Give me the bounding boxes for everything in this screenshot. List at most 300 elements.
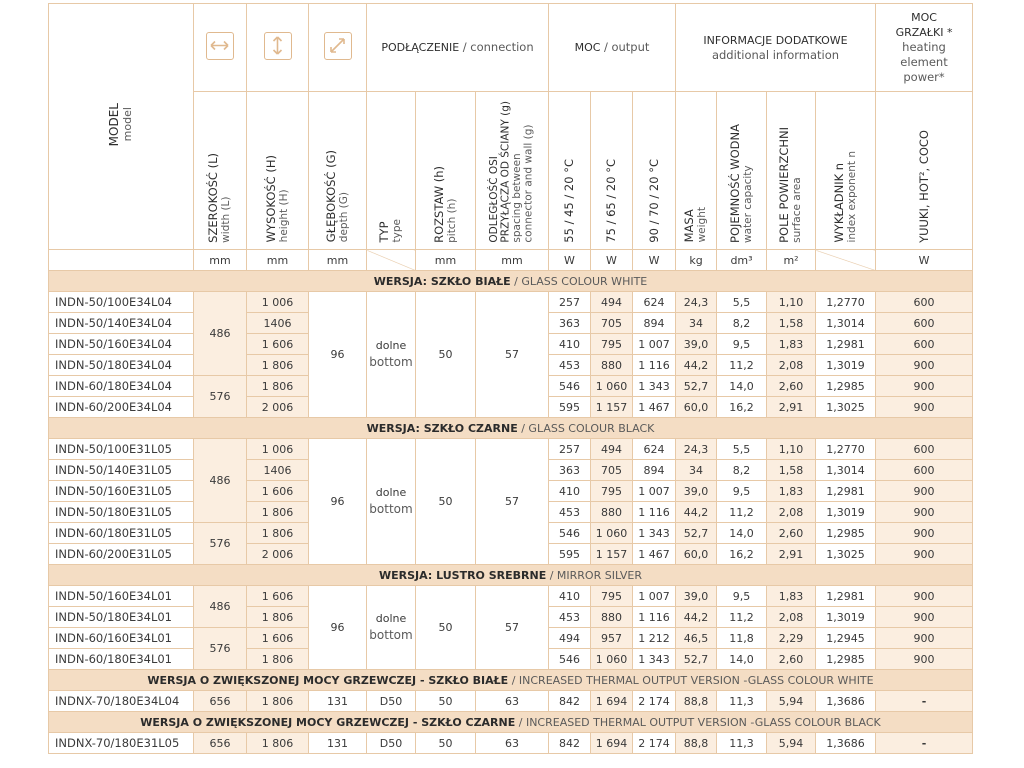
table-cell: 842 [549, 691, 591, 712]
cell-text [325, 150, 351, 242]
table-cell [367, 586, 416, 670]
table-cell: 50 [416, 586, 476, 670]
table-cell: D50 [367, 691, 416, 712]
cell-text: / INCREASED THERMAL OUTPUT VERSION -GLASS COLOUR BLACK [515, 715, 881, 729]
table-cell: 900 [876, 397, 973, 418]
cell-text: MOC [911, 11, 937, 24]
table-cell: 453 [549, 502, 591, 523]
table-cell: 1,2985 [816, 376, 876, 397]
table-cell: 52,7 [676, 376, 717, 397]
table-cell: 1 006 [247, 439, 309, 460]
table-cell: 1 806 [247, 502, 309, 523]
table-cell: 1 606 [247, 586, 309, 607]
table-cell: 57 [476, 439, 549, 565]
table-cell: 1,3019 [816, 355, 876, 376]
table-cell: 486 [194, 439, 247, 523]
table-cell: 363 [549, 313, 591, 334]
table-cell: 131 [309, 691, 367, 712]
table-cell: 1 006 [247, 292, 309, 313]
table-cell: 2,08 [767, 502, 816, 523]
table-cell: 1 116 [633, 355, 676, 376]
table-cell: 1 116 [633, 502, 676, 523]
table-cell: INDN-50/160E31L05 [49, 481, 194, 502]
table-cell: 16,2 [717, 544, 767, 565]
cell-text: ODLEGŁOŚĆ OSI [488, 156, 500, 243]
cell-text: INFORMACJE DODATKOWE [703, 33, 848, 47]
table-cell: 39,0 [676, 481, 717, 502]
table-cell: 1,83 [767, 586, 816, 607]
unit-exponent-empty [816, 250, 876, 271]
unit-water: dm³ [717, 250, 767, 271]
depth-icon-cell [309, 4, 367, 92]
table-cell: INDN-50/100E31L05 [49, 439, 194, 460]
table-cell: 60,0 [676, 544, 717, 565]
cell-text: WYKŁADNIK n [831, 162, 846, 243]
table-cell: 1,2770 [816, 292, 876, 313]
table-cell: 1 694 [591, 691, 633, 712]
radiator-spec-table [48, 3, 973, 754]
table-cell: 9,5 [717, 334, 767, 355]
table-cell: 5,5 [717, 292, 767, 313]
table-cell: INDN-60/180E34L01 [49, 649, 194, 670]
cell-text: SZEROKOŚĆ (L) [206, 152, 220, 243]
table-cell: 63 [476, 691, 549, 712]
table-row [49, 691, 973, 712]
table-cell: 11,2 [717, 607, 767, 628]
table-cell: 576 [194, 628, 247, 670]
table-cell: 494 [591, 292, 633, 313]
table-cell: 50 [416, 292, 476, 418]
cell-text: 55 / 45 / 20 °C [562, 158, 576, 243]
table-cell: 546 [549, 523, 591, 544]
table-cell: 44,2 [676, 502, 717, 523]
cell-text: / MIRROR SILVER [546, 568, 642, 582]
table-cell: 11,3 [717, 733, 767, 754]
cell-text: POLE POWIERZCHNI [777, 126, 792, 243]
cell-text: dolne [375, 612, 407, 625]
table-cell: 1,3025 [816, 397, 876, 418]
table-cell: 795 [591, 481, 633, 502]
table-cell: 1,83 [767, 481, 816, 502]
table-cell: 57 [476, 292, 549, 418]
cell-text: WERSJA O ZWIĘKSZONEJ MOCY GRZEWCZEJ - SZKŁO BIAŁE [147, 673, 509, 687]
table-cell: 410 [549, 334, 591, 355]
cell-text: surface area [791, 176, 804, 243]
table-cell: 1 806 [247, 523, 309, 544]
surface-area-header [767, 92, 816, 250]
unit-out2: W [591, 250, 633, 271]
unit-depth: mm [309, 250, 367, 271]
table-cell: 1406 [247, 313, 309, 334]
table-cell: 1406 [247, 460, 309, 481]
unit-mass: kg [676, 250, 717, 271]
table-cell: 900 [876, 586, 973, 607]
table-cell: 900 [876, 481, 973, 502]
table-cell: INDN-60/200E34L04 [49, 397, 194, 418]
cell-text: model [121, 107, 134, 143]
cell-text: bottom [369, 502, 413, 516]
cell-text: PODŁĄCZENIE [381, 41, 460, 54]
table-cell: 2 174 [633, 691, 676, 712]
table-cell: 34 [676, 313, 717, 334]
cell-text [433, 166, 459, 243]
yuuki-header [876, 92, 973, 250]
table-cell: 1 806 [247, 376, 309, 397]
cell-text: WERSJA: SZKŁO CZARNE [366, 421, 518, 435]
table-row [49, 292, 973, 313]
cell-text: MODEL [107, 103, 121, 147]
table-cell: 900 [876, 355, 973, 376]
cell-text: power* [903, 70, 945, 84]
cell-text: additional information [711, 47, 840, 62]
table-cell: 705 [591, 313, 633, 334]
table-cell: 453 [549, 355, 591, 376]
table-cell: 2 006 [247, 544, 309, 565]
cell-text: PRZYŁĄCZA OD ŚCIANY (g) [499, 100, 512, 243]
table-cell: 546 [549, 376, 591, 397]
table-cell: 705 [591, 460, 633, 481]
table-cell [367, 292, 416, 418]
table-cell: 453 [549, 607, 591, 628]
table-cell: 595 [549, 544, 591, 565]
table-cell: 1 606 [247, 334, 309, 355]
unit-width: mm [194, 250, 247, 271]
table-cell: 131 [309, 733, 367, 754]
table-cell: 39,0 [676, 586, 717, 607]
table-cell: 1,3025 [816, 544, 876, 565]
table-cell: 1 157 [591, 544, 633, 565]
table-cell: 14,0 [717, 649, 767, 670]
cell-text: / GLASS COLOUR BLACK [517, 421, 655, 435]
heating-power-header [876, 4, 973, 92]
table-cell: 52,7 [676, 523, 717, 544]
cell-text: type [391, 219, 403, 243]
table-cell: 880 [591, 607, 633, 628]
table-cell: 1 343 [633, 376, 676, 397]
table-cell: 363 [549, 460, 591, 481]
table-cell: 576 [194, 523, 247, 565]
cell-text: TYP [377, 221, 391, 243]
cell-text: WERSJA O ZWIĘKSZONEJ MOCY GRZEWCZEJ - SZKŁO CZARNE [140, 715, 516, 729]
cell-text: / connection [462, 40, 534, 54]
table-cell: 1,10 [767, 292, 816, 313]
cell-text [729, 124, 755, 243]
table-cell: 600 [876, 313, 973, 334]
table-cell: 1,2985 [816, 649, 876, 670]
table-cell: 486 [194, 586, 247, 628]
cell-text: 75 / 65 / 20 °C [604, 158, 618, 243]
table-cell: 1,2985 [816, 523, 876, 544]
table-cell: 1 007 [633, 481, 676, 502]
table-cell: 14,0 [717, 376, 767, 397]
unit-spacing: mm [476, 250, 549, 271]
table-cell: 624 [633, 292, 676, 313]
table-cell: 44,2 [676, 607, 717, 628]
cell-text [489, 101, 535, 243]
table-cell: 894 [633, 313, 676, 334]
cell-text: YUUKI, HOT², COCO [916, 129, 931, 243]
unit-out3: W [633, 250, 676, 271]
table-cell: 96 [309, 586, 367, 670]
output-75-header [591, 92, 633, 250]
table-cell: 11,2 [717, 502, 767, 523]
table-cell: 24,3 [676, 439, 717, 460]
table-cell: 2,60 [767, 649, 816, 670]
water-capacity-header [717, 92, 767, 250]
table-cell: 900 [876, 502, 973, 523]
table-cell: INDN-50/100E34L04 [49, 292, 194, 313]
table-cell: - [876, 733, 973, 754]
table-cell: 1 467 [633, 544, 676, 565]
table-cell [49, 418, 973, 439]
cell-text: weight [696, 207, 709, 243]
table-cell [49, 670, 973, 691]
table-cell: INDN-50/180E34L01 [49, 607, 194, 628]
table-cell: 1 060 [591, 649, 633, 670]
cell-text [833, 151, 859, 243]
cell-text: WERSJA: SZKŁO BIAŁE [373, 274, 511, 288]
table-cell: 11,8 [717, 628, 767, 649]
table-cell: 624 [633, 439, 676, 460]
spacing-header [476, 92, 549, 250]
cell-text: / output [603, 40, 650, 54]
unit-surface: m² [767, 250, 816, 271]
cell-text: spacing between [511, 153, 523, 243]
cell-text: WERSJA: LUSTRO SREBRNE [379, 568, 547, 582]
table-cell: 50 [416, 439, 476, 565]
table-cell: 2,08 [767, 355, 816, 376]
type-header [367, 92, 416, 250]
table-cell: 1,58 [767, 460, 816, 481]
table-cell: 1,3019 [816, 502, 876, 523]
cell-text [378, 219, 404, 242]
unit-model [49, 250, 194, 271]
table-cell: 8,2 [717, 313, 767, 334]
table-cell: INDN-60/180E31L05 [49, 523, 194, 544]
table-cell: INDN-50/160E34L04 [49, 334, 194, 355]
table-cell: 50 [416, 691, 476, 712]
table-cell: 2,60 [767, 376, 816, 397]
table-cell: 1 007 [633, 334, 676, 355]
table-cell: 795 [591, 334, 633, 355]
table-cell [367, 439, 416, 565]
table-cell: 57 [476, 586, 549, 670]
height-header [247, 92, 309, 250]
table-cell: 1 467 [633, 397, 676, 418]
section-increased-black [49, 712, 973, 733]
table-cell: INDN-60/180E34L04 [49, 376, 194, 397]
cell-text [107, 103, 135, 146]
depth-header [309, 92, 367, 250]
table-row [49, 733, 973, 754]
mass-header [676, 92, 717, 250]
table-cell: INDN-50/180E31L05 [49, 502, 194, 523]
vertical-arrows-icon [264, 32, 292, 60]
cell-text: width (L) [220, 196, 232, 243]
table-cell: 257 [549, 292, 591, 313]
cell-text: / GLASS COLOUR WHITE [510, 274, 648, 288]
table-cell: 595 [549, 397, 591, 418]
table-cell: 1 343 [633, 649, 676, 670]
table-cell: 5,5 [717, 439, 767, 460]
table-cell: 410 [549, 586, 591, 607]
cell-text: / INCREASED THERMAL OUTPUT VERSION -GLASS COLOUR WHITE [508, 673, 874, 687]
table-cell: 795 [591, 586, 633, 607]
table-cell: 600 [876, 439, 973, 460]
cell-text: height (H) [277, 189, 290, 243]
table-cell: - [876, 691, 973, 712]
table-cell: INDN-50/140E34L04 [49, 313, 194, 334]
table-cell: 546 [549, 649, 591, 670]
table-cell: 5,94 [767, 733, 816, 754]
cell-text: pitch (h) [445, 198, 458, 243]
cell-text: POJEMNOŚĆ WODNA [727, 123, 742, 243]
table-cell: 1,3019 [816, 607, 876, 628]
cell-text [683, 207, 709, 242]
table-cell: 900 [876, 523, 973, 544]
width-header [194, 92, 247, 250]
table-cell: INDNX-70/180E34L04 [49, 691, 194, 712]
section-mirror [49, 565, 973, 586]
table-cell: 2,60 [767, 523, 816, 544]
table-cell: 1 606 [247, 628, 309, 649]
output-90-header [633, 92, 676, 250]
output-55-header [549, 92, 591, 250]
table-cell: 1,83 [767, 334, 816, 355]
table-cell: 900 [876, 607, 973, 628]
table-cell: 900 [876, 649, 973, 670]
unit-yuuki: W [876, 250, 973, 271]
cell-text: GRZAŁKI * [895, 26, 953, 39]
table-cell: 88,8 [676, 691, 717, 712]
table-cell: 656 [194, 733, 247, 754]
cell-text: MOC [574, 41, 601, 54]
cell-text [265, 155, 291, 242]
table-cell: 880 [591, 355, 633, 376]
table-cell: 11,3 [717, 691, 767, 712]
table-cell: 1,3686 [816, 733, 876, 754]
horizontal-arrows-icon [206, 32, 234, 60]
section-black [49, 418, 973, 439]
table-cell: 600 [876, 334, 973, 355]
table-cell: 600 [876, 460, 973, 481]
table-cell: 1,2945 [816, 628, 876, 649]
table-cell: 8,2 [717, 460, 767, 481]
cell-text: bottom [369, 355, 413, 369]
table-cell: D50 [367, 733, 416, 754]
table-cell: 96 [309, 439, 367, 565]
table-cell: 2 006 [247, 397, 309, 418]
table-cell: 50 [416, 733, 476, 754]
cell-text: MASA [682, 209, 697, 243]
table-cell: 63 [476, 733, 549, 754]
table-cell: 842 [549, 733, 591, 754]
table-cell: 1,2981 [816, 481, 876, 502]
table-cell: 60,0 [676, 397, 717, 418]
table-cell: 410 [549, 481, 591, 502]
table-cell: 1,2981 [816, 586, 876, 607]
table-cell: 1 060 [591, 376, 633, 397]
table-cell: 880 [591, 502, 633, 523]
table-cell: 600 [876, 292, 973, 313]
table-cell: INDN-50/160E34L01 [49, 586, 194, 607]
diagonal-arrows-icon [324, 32, 352, 60]
table-cell: INDN-60/160E34L01 [49, 628, 194, 649]
table-cell: 1 806 [247, 649, 309, 670]
table-cell: 34 [676, 460, 717, 481]
table-cell: 2,91 [767, 544, 816, 565]
table-cell: 46,5 [676, 628, 717, 649]
table-cell: 5,94 [767, 691, 816, 712]
table-cell: 1 806 [247, 733, 309, 754]
table-row [49, 439, 973, 460]
table-cell: 1 606 [247, 481, 309, 502]
table-cell: 1,58 [767, 313, 816, 334]
table-cell: INDN-60/200E31L05 [49, 544, 194, 565]
table-cell: 1,3014 [816, 313, 876, 334]
cell-text: dolne [375, 339, 407, 352]
table-cell: 1 806 [247, 691, 309, 712]
table-cell: 656 [194, 691, 247, 712]
table-cell: 957 [591, 628, 633, 649]
height-icon-cell [247, 4, 309, 92]
pitch-header [416, 92, 476, 250]
table-cell: 11,2 [717, 355, 767, 376]
table-cell: 24,3 [676, 292, 717, 313]
exponent-header [816, 92, 876, 250]
table-cell: 9,5 [717, 481, 767, 502]
table-cell: 9,5 [717, 586, 767, 607]
table-cell: 900 [876, 628, 973, 649]
table-cell: 1 060 [591, 523, 633, 544]
table-cell: 576 [194, 376, 247, 418]
table-cell: 1,3014 [816, 460, 876, 481]
table-cell: 900 [876, 544, 973, 565]
table-cell: 900 [876, 376, 973, 397]
table-cell: INDN-50/140E31L05 [49, 460, 194, 481]
table-cell: 52,7 [676, 649, 717, 670]
table-cell [49, 712, 973, 733]
table-cell: 96 [309, 292, 367, 418]
table-cell: 16,2 [717, 397, 767, 418]
table-cell: 44,2 [676, 355, 717, 376]
table-cell [49, 271, 973, 292]
connection-group-header [367, 4, 549, 92]
table-row [49, 586, 973, 607]
width-icon-cell [194, 4, 247, 92]
table-cell: 2,29 [767, 628, 816, 649]
cell-text: bottom [369, 628, 413, 642]
cell-text: dolne [375, 486, 407, 499]
cell-text: 90 / 70 / 20 °C [646, 158, 661, 243]
table-cell: 1 157 [591, 397, 633, 418]
cell-text: heating [902, 40, 946, 54]
table-cell: 1,10 [767, 439, 816, 460]
table-cell: 1 694 [591, 733, 633, 754]
table-cell: 1 116 [633, 607, 676, 628]
table-cell: 1,2770 [816, 439, 876, 460]
cell-text [207, 153, 233, 243]
table-cell: 1 806 [247, 607, 309, 628]
table-cell: 2 174 [633, 733, 676, 754]
cell-text [778, 127, 804, 243]
unit-out1: W [549, 250, 591, 271]
model-header [49, 4, 194, 250]
table-cell: 2,91 [767, 397, 816, 418]
cell-text: GŁĘBOKOŚĆ (G) [323, 150, 338, 243]
table-cell: 88,8 [676, 733, 717, 754]
table-cell: 14,0 [717, 523, 767, 544]
